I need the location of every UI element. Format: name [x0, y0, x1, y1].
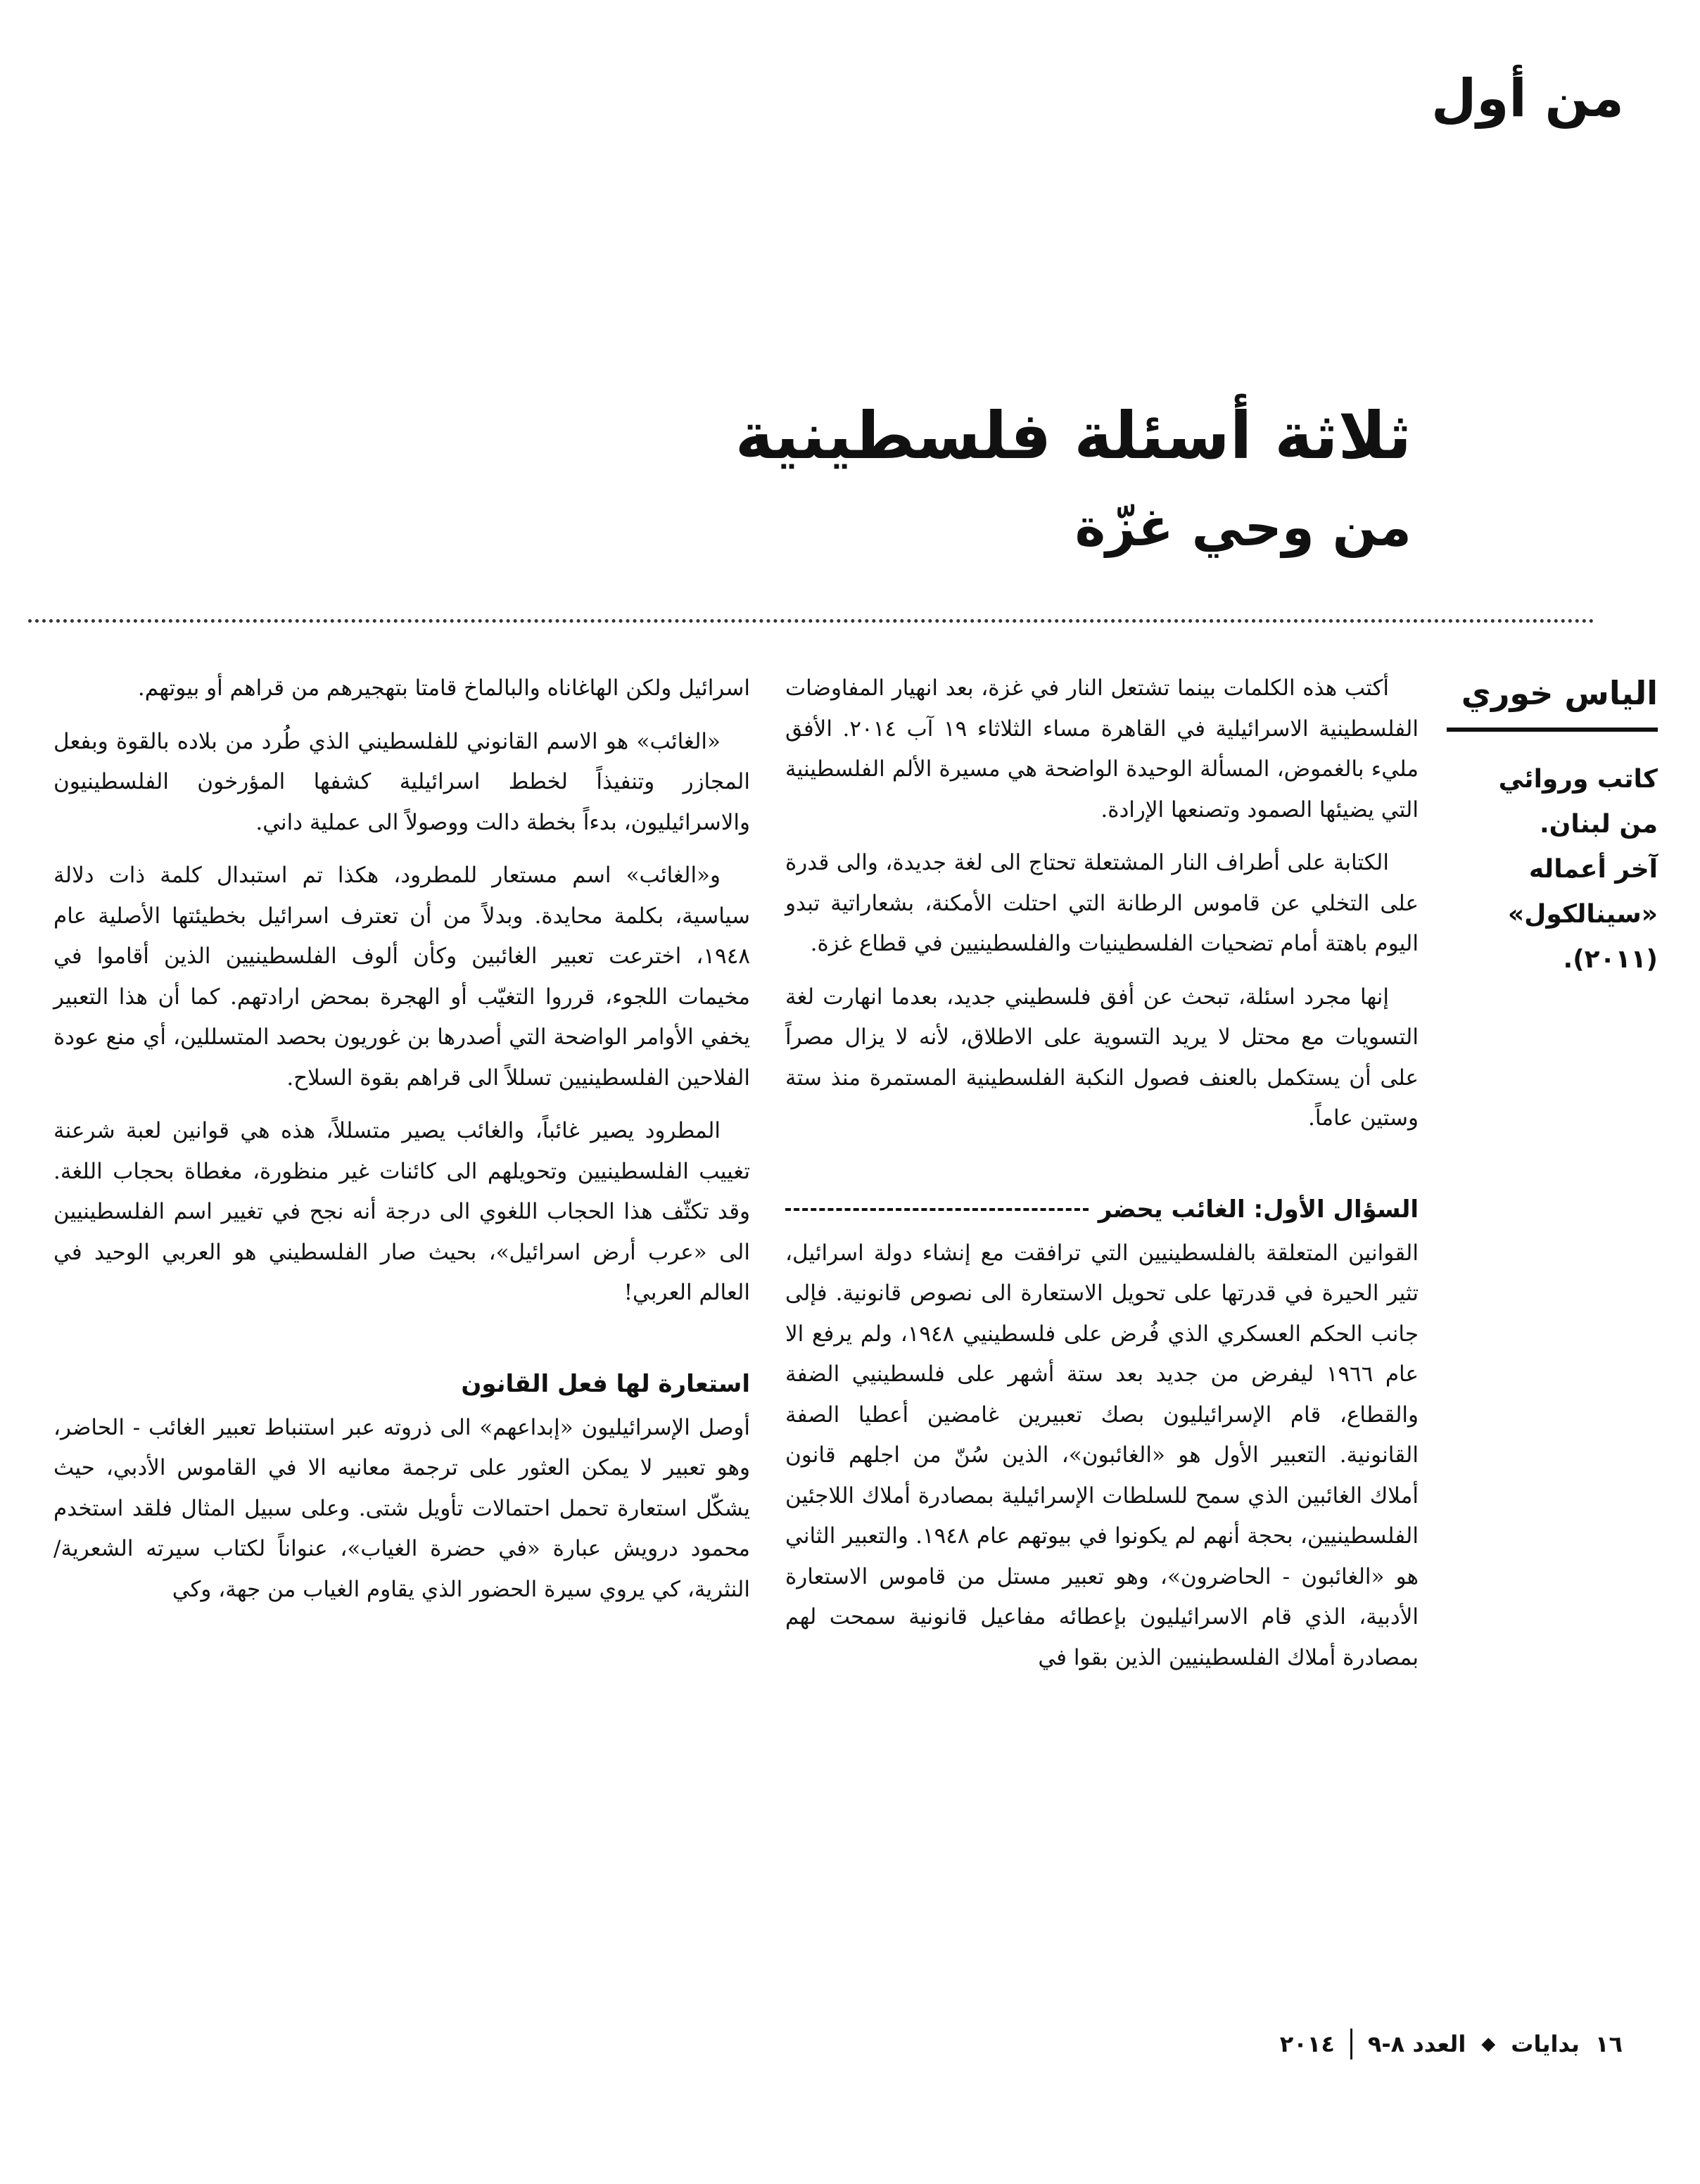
paragraph: أكتب هذه الكلمات بينما تشتعل النار في غزة، بعد انهيار المفاوضات الفلسطينية الاسرائيلية في القاهرة مساء الثلاثاء ١٩ آب ٢٠١٤. الأفق مليء بالغموض، المسألة الوحيدة الواضحة هي مسيرة الألم الفلسطينية التي يضيئها الصمود وتصنعها الإرادة. — [785, 675, 1419, 823]
page-number: ١٦ — [1594, 2031, 1623, 2057]
paragraph: اسرائيل ولكن الهاغاناه والبالماخ قامتا بتهجيرهم من قراهم أو بيوتهم. — [137, 675, 750, 701]
paragraph: المطرود يصير غائباً، والغائب يصير متسللاً، هذه هي قوانين لعبة شرعنة تغييب الفلسطينيين وتحويلهم الى كائنات غير منظورة، مغطاة بحجاب اللغة. وقد تكثّف هذا الحجاب اللغوي الى درجة أنه نجح في تغيير اسم الفلسطينيين الى «عرب أرض اسرائيل»، بحيث صار الفلسطيني هو العربي الوحيد في العالم العربي! — [53, 1118, 750, 1305]
issue-year: ٢٠١٤ — [1279, 2031, 1335, 2057]
article-column-left — [53, 668, 750, 1623]
section-heading: استعارة لها فعل القانون — [461, 1369, 750, 1398]
author-bio-line: (٢٠١١). — [1563, 945, 1658, 974]
author-bio-line: كاتب وروائي — [1498, 765, 1658, 794]
diamond-icon: ◆ — [1481, 2033, 1496, 2055]
author-sidebar — [1447, 668, 1658, 982]
paragraph: القوانين المتعلقة بالفلسطينيين التي ترافقت مع إنشاء دولة اسرائيل، تثير الحيرة في قدرتها على تحويل الاستعارة الى نصوص قانونية. فإلى جانب الحكم العسكري الذي فُرض على فلسطينيي ١٩٤٨، ولم يرفع الا عام ١٩٦٦ ليفرض من جديد بعد ستة أشهر على فلسطينيي الضفة والقطاع، قام الإسرائيليون بصك تعبيرين غامضين أعطيا الصفة القانونية. التعبير الأول هو «الغائبون»، الذين سُنّ من اجلهم قانون أملاك الغائبين الذي سمح للسلطات الإسرائيلية بمصادرة أملاك اللاجئين الفلسطينيين، بحجة أنهم لم يكونوا في بيوتهم عام ١٩٤٨. والتعبير الثاني هو «الغائبون - الحاضرون»، وهو تعبير مستل من قاموس الاستعارة الأدبية، الذي قام الاسرائيليون بإعطائه مفاعيل قانونية سمحت لهم بمصادرة أملاك الفلسطينيين الذين بقوا في — [785, 1240, 1419, 1670]
title-divider — [28, 619, 1594, 623]
page-footer — [1280, 2026, 1623, 2062]
magazine-name: بدايات — [1511, 2031, 1580, 2057]
footer-separator — [1350, 2029, 1352, 2059]
paragraph: أوصل الإسرائيليون «إبداعهم» الى ذروته عبر استنباط تعبير الغائب - الحاضر، وهو تعبير لا يمكن العثور على ترجمة معانيه الا في القاموس الأدبي، حيث يشكّل استعارة تحمل احتمالات تأويل شتى. وعلى سبيل المثال فلقد استخدم محمود درويش عبارة «في حضرة الغياب»، عنواناً لكتاب سيرته الشعرية/النثرية، كي يروي سيرة الحضور الذي يقاوم الغياب من جهة، وكي — [53, 1414, 750, 1602]
heading-dash-line — [785, 1208, 1089, 1211]
logo-calligraphy — [1431, 49, 1624, 183]
issue-number: العدد ٨-٩ — [1367, 2031, 1466, 2057]
paragraph: الكتابة على أطراف النار المشتعلة تحتاج الى لغة جديدة، والى قدرة على التخلي عن قاموس الرطانة التي احتلت الأمكنة، بشعاراتية تبدو اليوم باهتة أمام تضحيات الفلسطينيات والفلسطينيين في قطاع غزة. — [785, 850, 1419, 956]
article-column-right — [785, 668, 1419, 1691]
author-name: الياس خوري — [1447, 668, 1658, 732]
section-heading-text: السؤال الأول: الغائب يحضر — [1098, 1195, 1419, 1224]
section-heading — [785, 1188, 1419, 1231]
author-bio-line: آخر أعماله — [1528, 855, 1658, 884]
article-subtitle: من وحي غزّة — [1074, 497, 1412, 558]
author-bio — [1447, 757, 1658, 982]
paragraph: «الغائب» هو الاسم القانوني للفلسطيني الذي طُرد من بلاده بالقوة وبفعل المجازر وتنفيذاً لخطط اسرائيلية كشفها المؤرخون الفلسطينيون والاسرائيليون، بدءاً بخطة دالت ووصولاً الى عملية داني. — [53, 728, 750, 835]
paragraph: و«الغائب» اسم مستعار للمطرود، هكذا تم استبدال كلمة ذات دلالة سياسية، بكلمة محايدة. وبدلاً من أن تعترف اسرائيل بخطيئتها الأصلية عام ١٩٤٨، اخترعت تعبير الغائبين وكأن ألوف الفلسطينيين الذين أقاموا في مخيمات اللجوء، قرروا التغيّب أو الهجرة بمحض ارادتهم. كما أن هذا التعبير يخفي الأوامر الواضحة التي أصدرها بن غوريون بحصد المتسللين، أي منع عودة الفلاحين الفلسطينيين تسللاً الى قراهم بقوة السلاح. — [53, 863, 750, 1091]
magazine-section-logo — [1431, 49, 1624, 183]
author-bio-line: من لبنان. — [1539, 810, 1658, 839]
article-title: ثلاثة أسئلة فلسطينية — [735, 398, 1412, 474]
logo-text: من أول — [1431, 68, 1624, 129]
paragraph: إنها مجرد اسئلة، تبحث عن أفق فلسطيني جديد، بعدما انهارت لغة التسويات مع محتل لا يريد التسوية على الاطلاق، لأنه لا يزال مصراً على أن يستكمل بالعنف فصول النكبة الفلسطينية المستمرة منذ ستة وستين عاماً. — [785, 984, 1419, 1131]
author-bio-line: «سينالكول» — [1507, 900, 1658, 929]
